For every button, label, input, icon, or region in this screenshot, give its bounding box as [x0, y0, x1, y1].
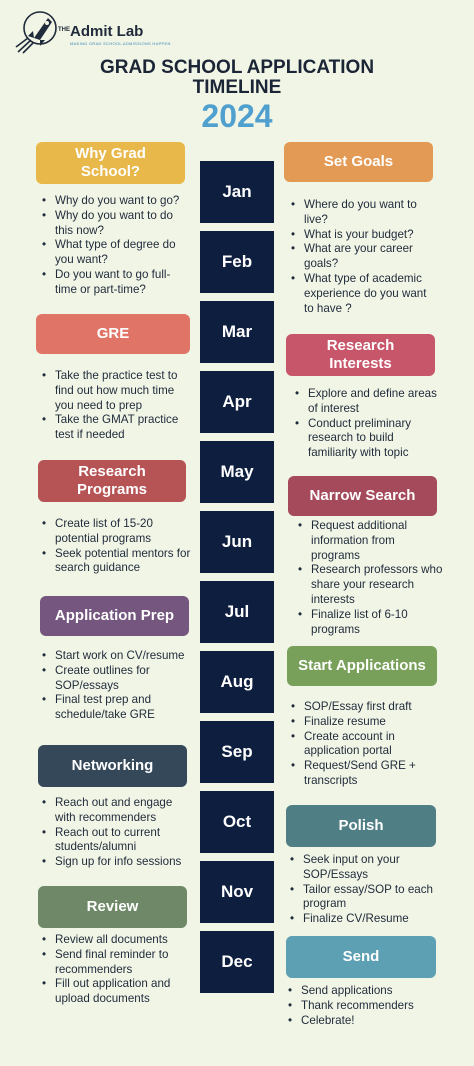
list-item: • Where do you want to live? [291, 198, 439, 228]
rocket-icon [14, 8, 62, 54]
send-list [288, 984, 438, 1028]
list-item: • Start work on CV/resume [42, 649, 192, 664]
list-item: • What type of degree do you want? [42, 238, 192, 268]
month-sep: Sep [200, 721, 274, 783]
polish-heading: Polish [286, 805, 436, 847]
list-item: • Research professors who share your research interests [298, 563, 446, 607]
list-item: • Conduct preliminary research to build familiarity with topic [295, 417, 443, 461]
list-item: • Finalize resume [291, 715, 439, 730]
month-dec: Dec [200, 931, 274, 993]
set-goals-list [291, 198, 439, 316]
list-item: • Request/Send GRE + transcripts [291, 759, 439, 789]
list-item: • Sign up for info sessions [42, 855, 192, 870]
month-aug: Aug [200, 651, 274, 713]
start-applications-heading: Start Applications [287, 646, 437, 686]
logo-tagline: MAKING GRAD SCHOOL ADMISSIONS HAPPEN [70, 41, 171, 46]
list-item: • Request additional information from programs [298, 519, 446, 563]
month-jan: Jan [200, 161, 274, 223]
list-item: • SOP/Essay first draft [291, 700, 439, 715]
why-grad-school-heading: Why Grad School? [36, 142, 185, 184]
list-item: • Create account in application portal [291, 730, 439, 760]
review-list [42, 933, 192, 1007]
gre-list [42, 369, 192, 443]
polish-list [290, 853, 440, 927]
list-item: • Take the GMAT practice test if needed [42, 413, 192, 443]
list-item: • What are your career goals? [291, 242, 439, 272]
month-nov: Nov [200, 861, 274, 923]
networking-heading: Networking [38, 745, 187, 787]
why-grad-school-list [42, 194, 192, 298]
set-goals-heading: Set Goals [284, 142, 433, 182]
list-item: • Why do you want to do this now? [42, 209, 192, 239]
list-item: • Finalize CV/Resume [290, 912, 440, 927]
list-item: • Review all documents [42, 933, 192, 948]
gre-heading: GRE [36, 314, 190, 354]
list-item: • Send final reminder to recommenders [42, 948, 192, 978]
start-applications-list [291, 700, 439, 789]
month-apr: Apr [200, 371, 274, 433]
logo-name: Admit Lab [70, 23, 144, 40]
list-item: • Tailor essay/SOP to each program [290, 883, 440, 913]
list-item: • Do you want to go full-time or part-time? [42, 268, 192, 298]
research-programs-heading: Research Programs [38, 460, 186, 502]
month-oct: Oct [200, 791, 274, 853]
list-item: • Reach out and engage with recommenders [42, 796, 192, 826]
logo-the: THE [58, 27, 70, 33]
narrow-search-list [298, 519, 446, 637]
networking-list [42, 796, 192, 870]
research-interests-heading: Research Interests [286, 334, 435, 376]
admit-lab-logo [14, 8, 171, 54]
month-feb: Feb [200, 231, 274, 293]
research-programs-list [42, 517, 192, 576]
page-year: 2024 [201, 98, 273, 134]
month-jun: Jun [200, 511, 274, 573]
page-title-line1: GRAD SCHOOL APPLICATION [99, 57, 375, 78]
page-title-line2: TIMELINE [192, 77, 282, 98]
list-item: • Explore and define areas of interest [295, 387, 443, 417]
month-may: May [200, 441, 274, 503]
list-item: • Take the practice test to find out how much time you need to prep [42, 369, 192, 413]
month-jul: Jul [200, 581, 274, 643]
list-item: • Seek input on your SOP/Essays [290, 853, 440, 883]
list-item: • Seek potential mentors for search guidance [42, 547, 192, 577]
list-item: • Thank recommenders [288, 999, 438, 1014]
application-prep-heading: Application Prep [40, 596, 189, 636]
list-item: • Create outlines for SOP/essays [42, 664, 192, 694]
list-item: • Send applications [288, 984, 438, 999]
send-heading: Send [286, 936, 436, 978]
list-item: • Finalize list of 6-10 programs [298, 608, 446, 638]
narrow-search-heading: Narrow Search [288, 476, 437, 516]
list-item: • Fill out application and upload documents [42, 977, 192, 1007]
application-prep-list [42, 649, 192, 723]
list-item: • Celebrate! [288, 1014, 438, 1029]
list-item: • Reach out to current students/alumni [42, 826, 192, 856]
research-interests-list [295, 387, 443, 461]
month-mar: Mar [200, 301, 274, 363]
review-heading: Review [38, 886, 187, 928]
list-item: • Why do you want to go? [42, 194, 192, 209]
list-item: • Final test prep and schedule/take GRE [42, 693, 192, 723]
list-item: • What is your budget? [291, 228, 439, 243]
list-item: • Create list of 15-20 potential programs [42, 517, 192, 547]
list-item: • What type of academic experience do you want to have ? [291, 272, 439, 316]
